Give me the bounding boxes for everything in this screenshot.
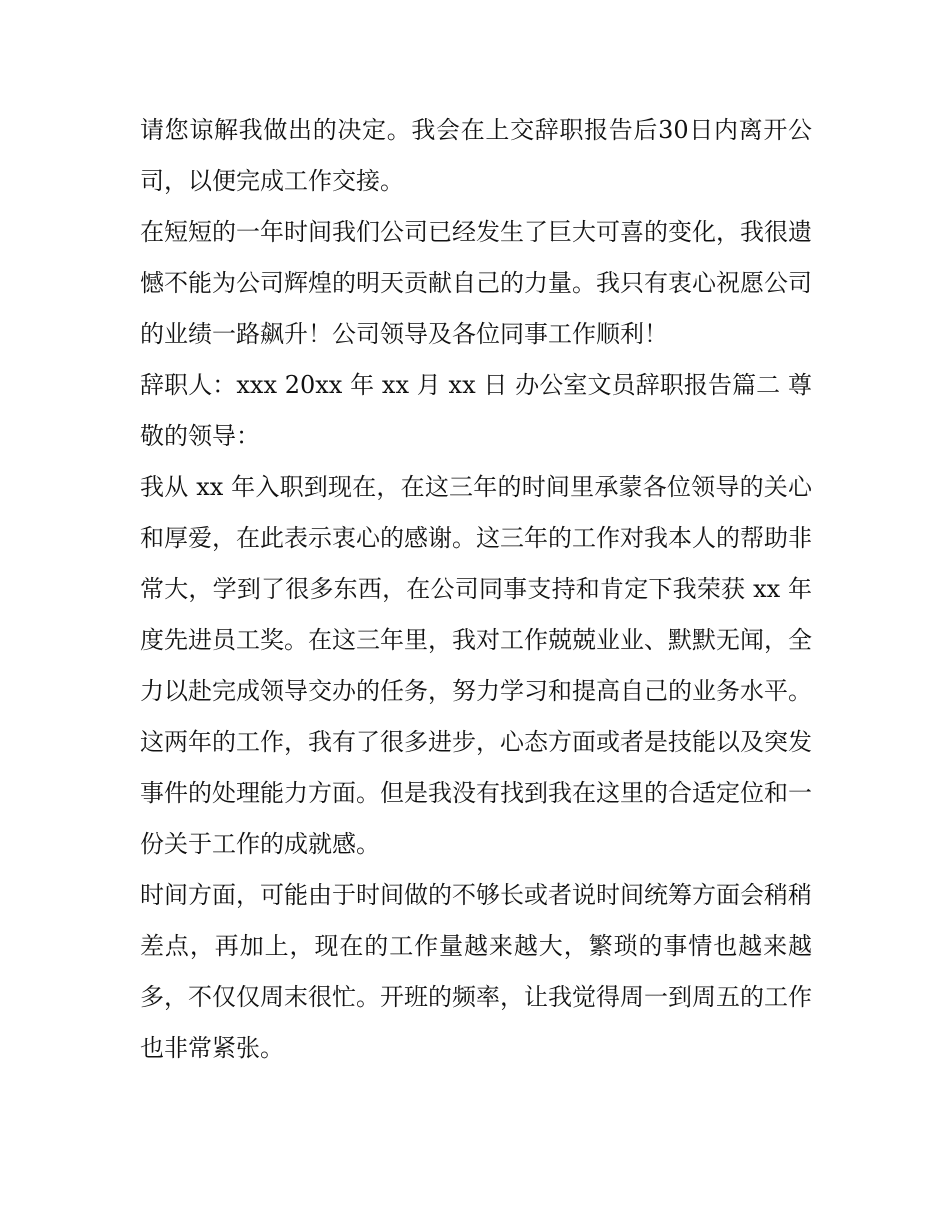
document-body	[140, 105, 812, 1074]
paragraph-signature-and-heading: 辞职人：xxx 20xx 年 xx 月 xx 日 办公室文员辞职报告篇二 尊敬的领导：	[140, 371, 812, 450]
paragraph-departure-notice: 请您谅解我做出的决定。我会在上交辞职报告后30日内离开公司，以便完成工作交接。	[140, 116, 812, 195]
paragraph-three-years-thanks: 我从 xx 年入职到现在，在这三年的时间里承蒙各位领导的关心和厚爱，在此表示衷心的感谢。这三年的工作对我本人的帮助非常大，学到了很多东西，在公司同事支持和肯定下我荣获 xx 年度先进员工奖。在这三年里，我对工作兢兢业业、默默无闻，全力以赴完成领导交办的任务，努力学习和提高自己的业务水平。	[140, 473, 812, 705]
paragraph-company-wishes: 在短短的一年时间我们公司已经发生了巨大可喜的变化，我很遗憾不能为公司辉煌的明天贡献自己的力量。我只有衷心祝愿公司的业绩一路飙升！公司领导及各位同事工作顺利！	[140, 218, 812, 348]
paragraph-progress: 这两年的工作，我有了很多进步，心态方面或者是技能以及突发事件的处理能力方面。但是我没有找到我在这里的合适定位和一份关于工作的成就感。	[140, 728, 812, 858]
paragraph-time-workload: 时间方面，可能由于时间做的不够长或者说时间统筹方面会稍稍差点，再加上，现在的工作量越来越大，繁琐的事情也越来越多，不仅仅周末很忙。开班的频率，让我觉得周一到周五的工作也非常紧张。	[140, 881, 812, 1062]
